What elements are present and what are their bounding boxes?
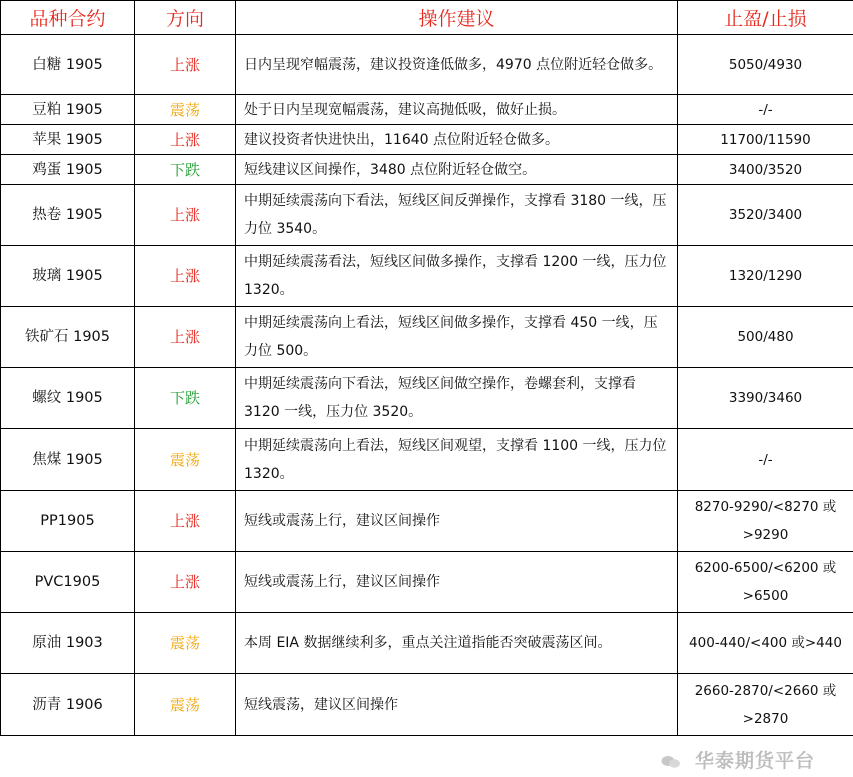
variety-cell: 铁矿石 1905 (1, 307, 135, 368)
table-row (1, 368, 853, 429)
advice-cell: 中期延续震荡向下看法，短线区间做空操作，卷螺套利，支撑看 3120 一线，压力位 3520。 (236, 368, 678, 429)
variety-cell: 玻璃 1905 (1, 246, 135, 307)
advice-cell: 短线或震荡上行，建议区间操作 (236, 491, 678, 552)
variety-cell: PVC1905 (1, 552, 135, 613)
advice-cell: 日内呈现窄幅震荡，建议投资逢低做多，4970 点位附近轻仓做多。 (236, 35, 678, 95)
direction-cell: 上涨 (135, 491, 236, 552)
table-row (1, 613, 853, 674)
direction-cell: 上涨 (135, 246, 236, 307)
header-variety: 品种合约 (1, 1, 135, 35)
variety-cell: 热卷 1905 (1, 185, 135, 246)
table-row (1, 552, 853, 613)
table-header-row (1, 1, 853, 35)
table-row (1, 95, 853, 125)
variety-cell: PP1905 (1, 491, 135, 552)
variety-cell: 白糖 1905 (1, 35, 135, 95)
table-row (1, 125, 853, 155)
header-stops: 止盈/止损 (678, 1, 853, 35)
variety-cell: 鸡蛋 1905 (1, 155, 135, 185)
stops-cell: 1320/1290 (678, 246, 853, 307)
wechat-icon (661, 755, 681, 769)
direction-cell: 上涨 (135, 185, 236, 246)
variety-cell: 豆粕 1905 (1, 95, 135, 125)
variety-cell: 苹果 1905 (1, 125, 135, 155)
stops-cell: 400-440/<400 或>440 (678, 613, 853, 674)
header-advice: 操作建议 (236, 1, 678, 35)
direction-cell: 上涨 (135, 125, 236, 155)
table-row (1, 429, 853, 491)
stops-cell: 2660-2870/<2660 或>2870 (678, 674, 853, 736)
table-row (1, 491, 853, 552)
advice-cell: 中期延续震荡向上看法，短线区间观望，支撑看 1100 一线，压力位 1320。 (236, 429, 678, 491)
direction-cell: 震荡 (135, 674, 236, 736)
advice-cell: 中期延续震荡看法，短线区间做多操作，支撑看 1200 一线，压力位 1320。 (236, 246, 678, 307)
stops-cell: 3400/3520 (678, 155, 853, 185)
stops-cell: 5050/4930 (678, 35, 853, 95)
direction-cell: 上涨 (135, 307, 236, 368)
advice-cell: 短线或震荡上行，建议区间操作 (236, 552, 678, 613)
variety-cell: 螺纹 1905 (1, 368, 135, 429)
advice-cell: 中期延续震荡向下看法，短线区间反弹操作，支撑看 3180 一线，压力位 3540。 (236, 185, 678, 246)
advice-cell: 短线建议区间操作，3480 点位附近轻仓做空。 (236, 155, 678, 185)
direction-cell: 下跌 (135, 155, 236, 185)
table-row (1, 246, 853, 307)
stops-cell: 11700/11590 (678, 125, 853, 155)
stops-cell: 6200-6500/<6200 或>6500 (678, 552, 853, 613)
direction-cell: 震荡 (135, 613, 236, 674)
table-row (1, 35, 853, 95)
variety-cell: 沥青 1906 (1, 674, 135, 736)
watermark (661, 746, 815, 773)
direction-cell: 上涨 (135, 35, 236, 95)
table-row (1, 674, 853, 736)
variety-cell: 原油 1903 (1, 613, 135, 674)
advice-cell: 本周 EIA 数据继续利多，重点关注道指能否突破震荡区间。 (236, 613, 678, 674)
advice-cell: 处于日内呈现宽幅震荡，建议高抛低吸，做好止损。 (236, 95, 678, 125)
advice-cell: 建议投资者快进快出，11640 点位附近轻仓做多。 (236, 125, 678, 155)
stops-cell: -/- (678, 95, 853, 125)
stops-cell: 8270-9290/<8270 或>9290 (678, 491, 853, 552)
stops-cell: -/- (678, 429, 853, 491)
table-row (1, 155, 853, 185)
table-row (1, 185, 853, 246)
header-direction: 方向 (135, 1, 236, 35)
advice-cell: 短线震荡，建议区间操作 (236, 674, 678, 736)
stops-cell: 3390/3460 (678, 368, 853, 429)
watermark-text: 华泰期货平台 (694, 750, 815, 772)
variety-cell: 焦煤 1905 (1, 429, 135, 491)
stops-cell: 500/480 (678, 307, 853, 368)
direction-cell: 震荡 (135, 95, 236, 125)
advice-cell: 中期延续震荡向上看法，短线区间做多操作，支撑看 450 一线，压力位 500。 (236, 307, 678, 368)
direction-cell: 震荡 (135, 429, 236, 491)
direction-cell: 上涨 (135, 552, 236, 613)
direction-cell: 下跌 (135, 368, 236, 429)
stops-cell: 3520/3400 (678, 185, 853, 246)
table-row (1, 307, 853, 368)
